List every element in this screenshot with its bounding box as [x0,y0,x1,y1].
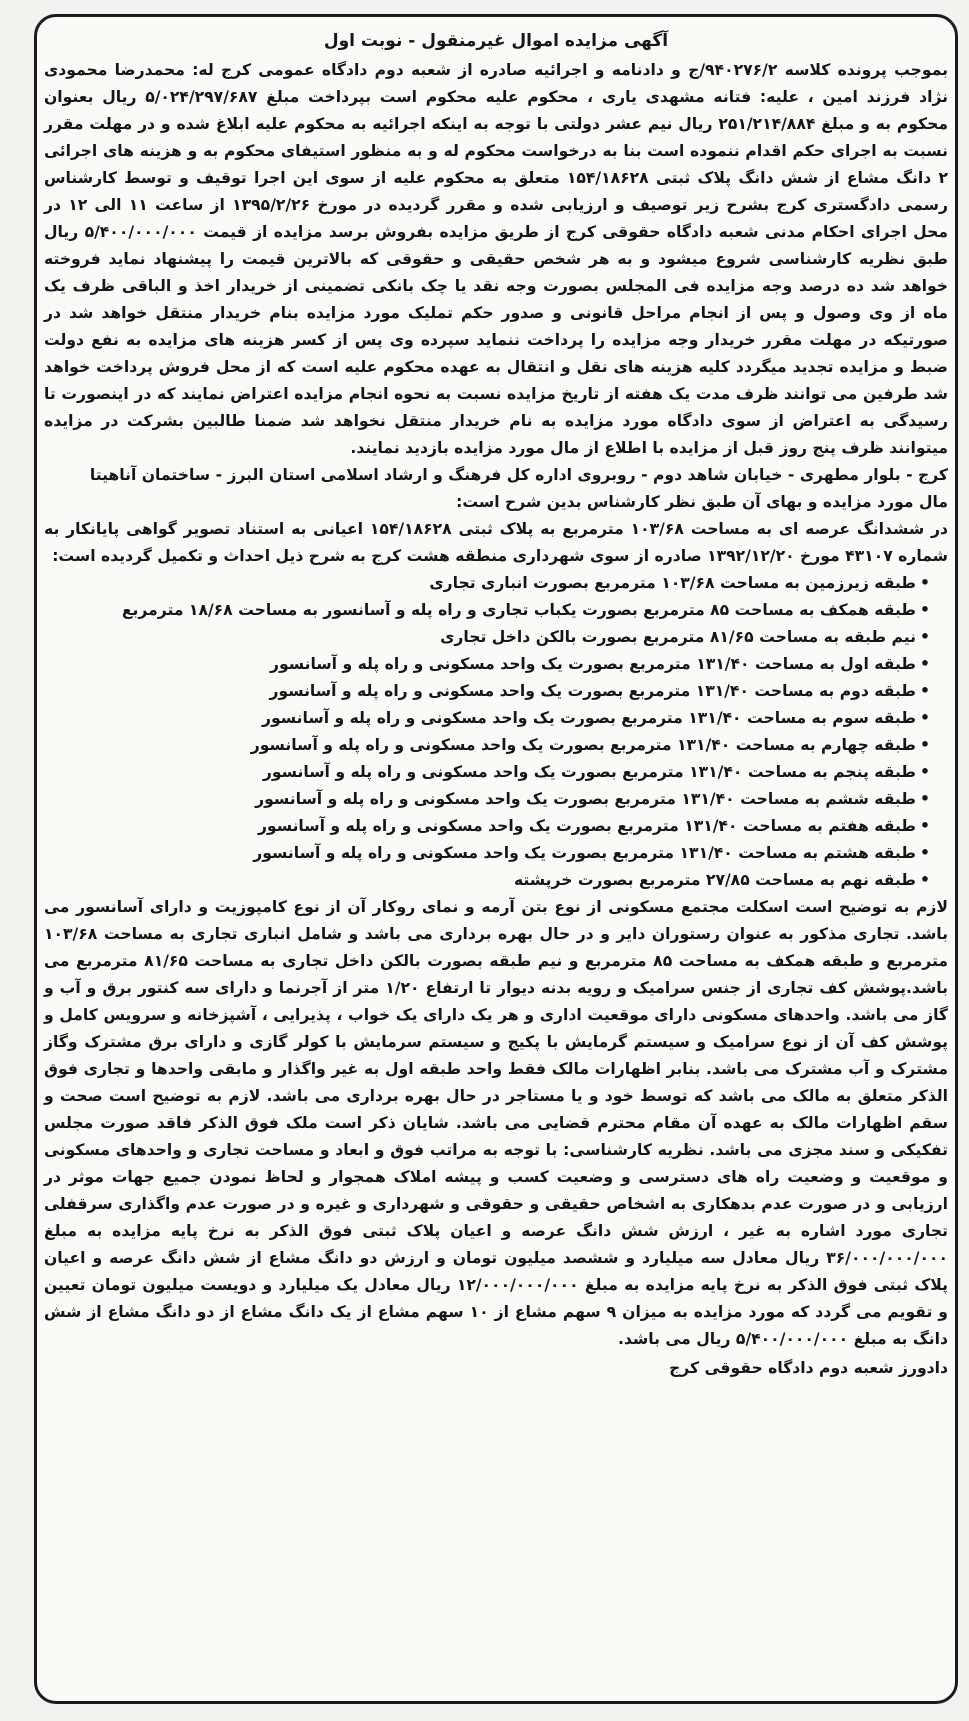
signature: دادورز شعبه دوم دادگاه حقوقی کرج [669,1359,948,1377]
property-heading: مال مورد مزایده و بهای آن طبق نظر کارشناس بدین شرح است: [456,493,948,511]
floor-item: • طبقه هشتم به مساحت ۱۳۱/۴۰ مترمربع بصورت یک واحد مسکونی و راه پله و آسانسور [44,840,930,867]
notice-intro: بموجب پرونده کلاسه ۹۴۰۲۷۶/۲/ج و دادنامه و اجرائیه صادره از شعبه دوم دادگاه عمومی کرج له: محمدرضا محمودی نژاد فرزند امین ، علیه: فتانه مشهدی یاری ، محکوم علیه محکوم است بپرداخت مبلغ ۵/۰۲۴/۲۹۷/۶۸۷ ریال بعنوان محکوم به و مبلغ ۲۵۱/۲۱۴/۸۸۴ ریال نیم عشر دولتی با توجه به اینکه اجرائیه به محکوم علیه ابلاغ شده و در مهلت مقرر نسبت به اجرای حکم اقدام ننموده است بنا به درخواست محکوم له و به منظور استیفای محکوم به و هزینه های اجرائی ۲ دانگ مشاع از شش دانگ پلاک ثبتی ۱۵۴/۱۸۶۲۸ متعلق به محکوم علیه از سوی این اجرا توقیف و توسط کارشناس رسمی دادگستری کرج بشرح زیر توصیف و ارزیابی شده و مقرر گردیده در مورخ ۱۳۹۵/۲/۲۶ از ساعت ۱۱ الی ۱۲ در محل اجرای احکام مدنی شعبه دادگاه حقوقی کرج از طریق مزایده بفروش برسد مزایده از قیمت ۵/۴۰۰/۰۰۰/۰۰۰ ریال طبق نظریه کارشناسی شروع میشود و به هر شخص حقیقی و حقوقی که بالاترین قیمت را پیشنهاد نماید فروخته خواهد شد ده درصد وجه مزایده فی المجلس بصورت وجه نقد یا چک بانکی تضمینی از خریدار اخذ و الباقی ظرف یک ماه از وی وصول و پس از انجام مراحل قانونی و صدور حکم تملیک مورد مزایده بنام خریدار منتقل خواهد شد در صورتیکه در مهلت مقرر خریدار وجه مزایده را پرداخت ننماید سپرده وی پس از کسر هزینه های مزایده به نفع دولت ضبط و مزایده تجدید میگردد کلیه هزینه های نقل و انتقال به عهده محکوم علیه است که از محل فروش پرداخت خواهد شد طرفین می توانند ظرف مدت یک هفته از تاریخ مزایده نسبت به نحوه انجام مزایده اعتراض نمایند که در اینصورت تا رسیدگی به اعتراض از سوی دادگاه مورد مزایده به نام خریدار منتقل نخواهد شد ضمنا طالبین بشرکت در مزایده میتوانند ظرف پنج روز قبل از مزایده با اطلاع از مال مورد مزایده بازدید نمایند. [44,61,949,457]
floor-item: • طبقه همکف به مساحت ۸۵ مترمربع بصورت یکباب تجاری و راه پله و آسانسور به مساحت ۱۸/۶۸ مترمربع [44,597,930,624]
floor-item: • طبقه نهم به مساحت ۲۷/۸۵ مترمربع بصورت خرپشته [44,867,930,894]
notice-address: کرج - بلوار مطهری - خیابان شاهد دوم - روبروی اداره کل فرهنگ و ارشاد اسلامی استان البرز - ساختمان آناهیتا [89,466,948,484]
property-details: لازم به توضیح است اسکلت مجتمع مسکونی از نوع بتن آرمه و نمای روکار آن از نوع کامپوزیت و دارای آسانسور می باشد. تجاری مذکور به عنوان رستوران دایر و در حال بهره برداری می باشد و شامل انباری تجاری به مساحت ۱۰۳/۶۸ مترمربع و طبقه همکف به مساحت ۸۵ مترمربع و نیم طبقه بصورت بالکن داخل تجاری به مساحت ۸۱/۶۵ مترمربع می باشد.پوشش کف تجاری از جنس سرامیک و رویه بدنه دیوار تا ارتفاع ۱/۲۰ متر از آجرنما و دارای سه کنتور برق و آب و گاز می باشد. واحدهای مسکونی دارای موقعیت اداری و هر یک دارای یک خواب ، پذیرایی ، آشپزخانه و سرویس کامل و پوشش کف آن از نوع سرامیک و سیستم گرمایش با پکیج و سیستم سرمایش با کولر گازی و دارای برق مشترک وگاز مشترک و آب مشترک می باشد. بنابر اظهارات مالک فقط واحد طبقه اول به غیر واگذار و مابقی واحدها و تجاری فوق الذکر متعلق به مالک می باشد که توسط خود و یا مستاجر در حال بهره برداری می باشد. لازم به توضیح است صحت و سقم اظهارات مالک به عهده آن مقام محترم قضایی می باشد. شایان ذکر است ملک فوق الذکر فاقد صورت مجلس تفکیکی و سند مجزی می باشد. نظریه کارشناسی: با توجه به مراتب فوق و ابعاد و مساحت تجاری و واحدهای مسکونی و موقعیت و وضعیت راه های دسترسی و وضعیت کسب و پیشه املاک همجوار و لحاظ نمودن جمیع جهات موثر در ارزیابی و در صورت عدم بدهکاری به اشخاص حقیقی و حقوقی و شهرداری و غیره و در صورت عدم واگذاری سرقفلی تجاری مورد اشاره به غیر ، ارزش شش دانگ عرصه و اعیان پلاک ثبتی فوق الذکر به نرخ پایه مزایده به مبلغ ۳۶/۰۰۰/۰۰۰/۰۰۰ ریال معادل سه میلیارد و ششصد میلیون تومان و ارزش دو دانگ مشاع از شش دانگ عرصه و اعیان پلاک ثبتی فوق الذکر به نرخ پایه مزایده به مبلغ ۱۲/۰۰۰/۰۰۰/۰۰۰ ریال معادل یک میلیارد و دویست میلیون تومان تعیین و تقویم می گردد که مورد مزایده به میزان ۹ سهم مشاع از ۱۰ سهم مشاع از یک دانگ مشاع از دو دانگ مشاع از شش دانگ به مبلغ ۵/۴۰۰/۰۰۰/۰۰۰ ریال می باشد. [44,898,949,1348]
floor-item: • طبقه هفتم به مساحت ۱۳۱/۴۰ مترمربع بصورت یک واحد مسکونی و راه پله و آسانسور [44,813,930,840]
notice-title: آگهی مزایده اموال غیرمنقول - نوبت اول [323,31,669,51]
floor-list [44,570,930,894]
property-description: در ششدانگ عرصه ای به مساحت ۱۰۳/۶۸ مترمربع به پلاک ثبتی ۱۵۴/۱۸۶۲۸ اعیانی به استناد تصویر گواهی پایانکار به شماره ۴۳۱۰۷ مورخ ۱۳۹۲/۱۲/۲۰ صادره از سوی شهرداری منطقه هشت کرج به شرح ذیل احداث و تکمیل گردیده است: [44,520,948,565]
auction-notice [44,22,948,1382]
floor-item: • طبقه زیرزمین به مساحت ۱۰۳/۶۸ مترمربع بصورت انباری تجاری [44,570,930,597]
floor-item: • طبقه چهارم به مساحت ۱۳۱/۴۰ مترمربع بصورت یک واحد مسکونی و راه پله و آسانسور [44,732,930,759]
floor-item: • طبقه دوم به مساحت ۱۳۱/۴۰ مترمربع بصورت یک واحد مسکونی و راه پله و آسانسور [44,678,930,705]
floor-item: • طبقه سوم به مساحت ۱۳۱/۴۰ مترمربع بصورت یک واحد مسکونی و راه پله و آسانسور [44,705,930,732]
floor-item: • نیم طبقه به مساحت ۸۱/۶۵ مترمربع بصورت بالکن داخل تجاری [44,624,930,651]
floor-item: • طبقه پنجم به مساحت ۱۳۱/۴۰ مترمربع بصورت یک واحد مسکونی و راه پله و آسانسور [44,759,930,786]
floor-item: • طبقه ششم به مساحت ۱۳۱/۴۰ مترمربع بصورت یک واحد مسکونی و راه پله و آسانسور [44,786,930,813]
floor-item: • طبقه اول به مساحت ۱۳۱/۴۰ مترمربع بصورت یک واحد مسکونی و راه پله و آسانسور [44,651,930,678]
